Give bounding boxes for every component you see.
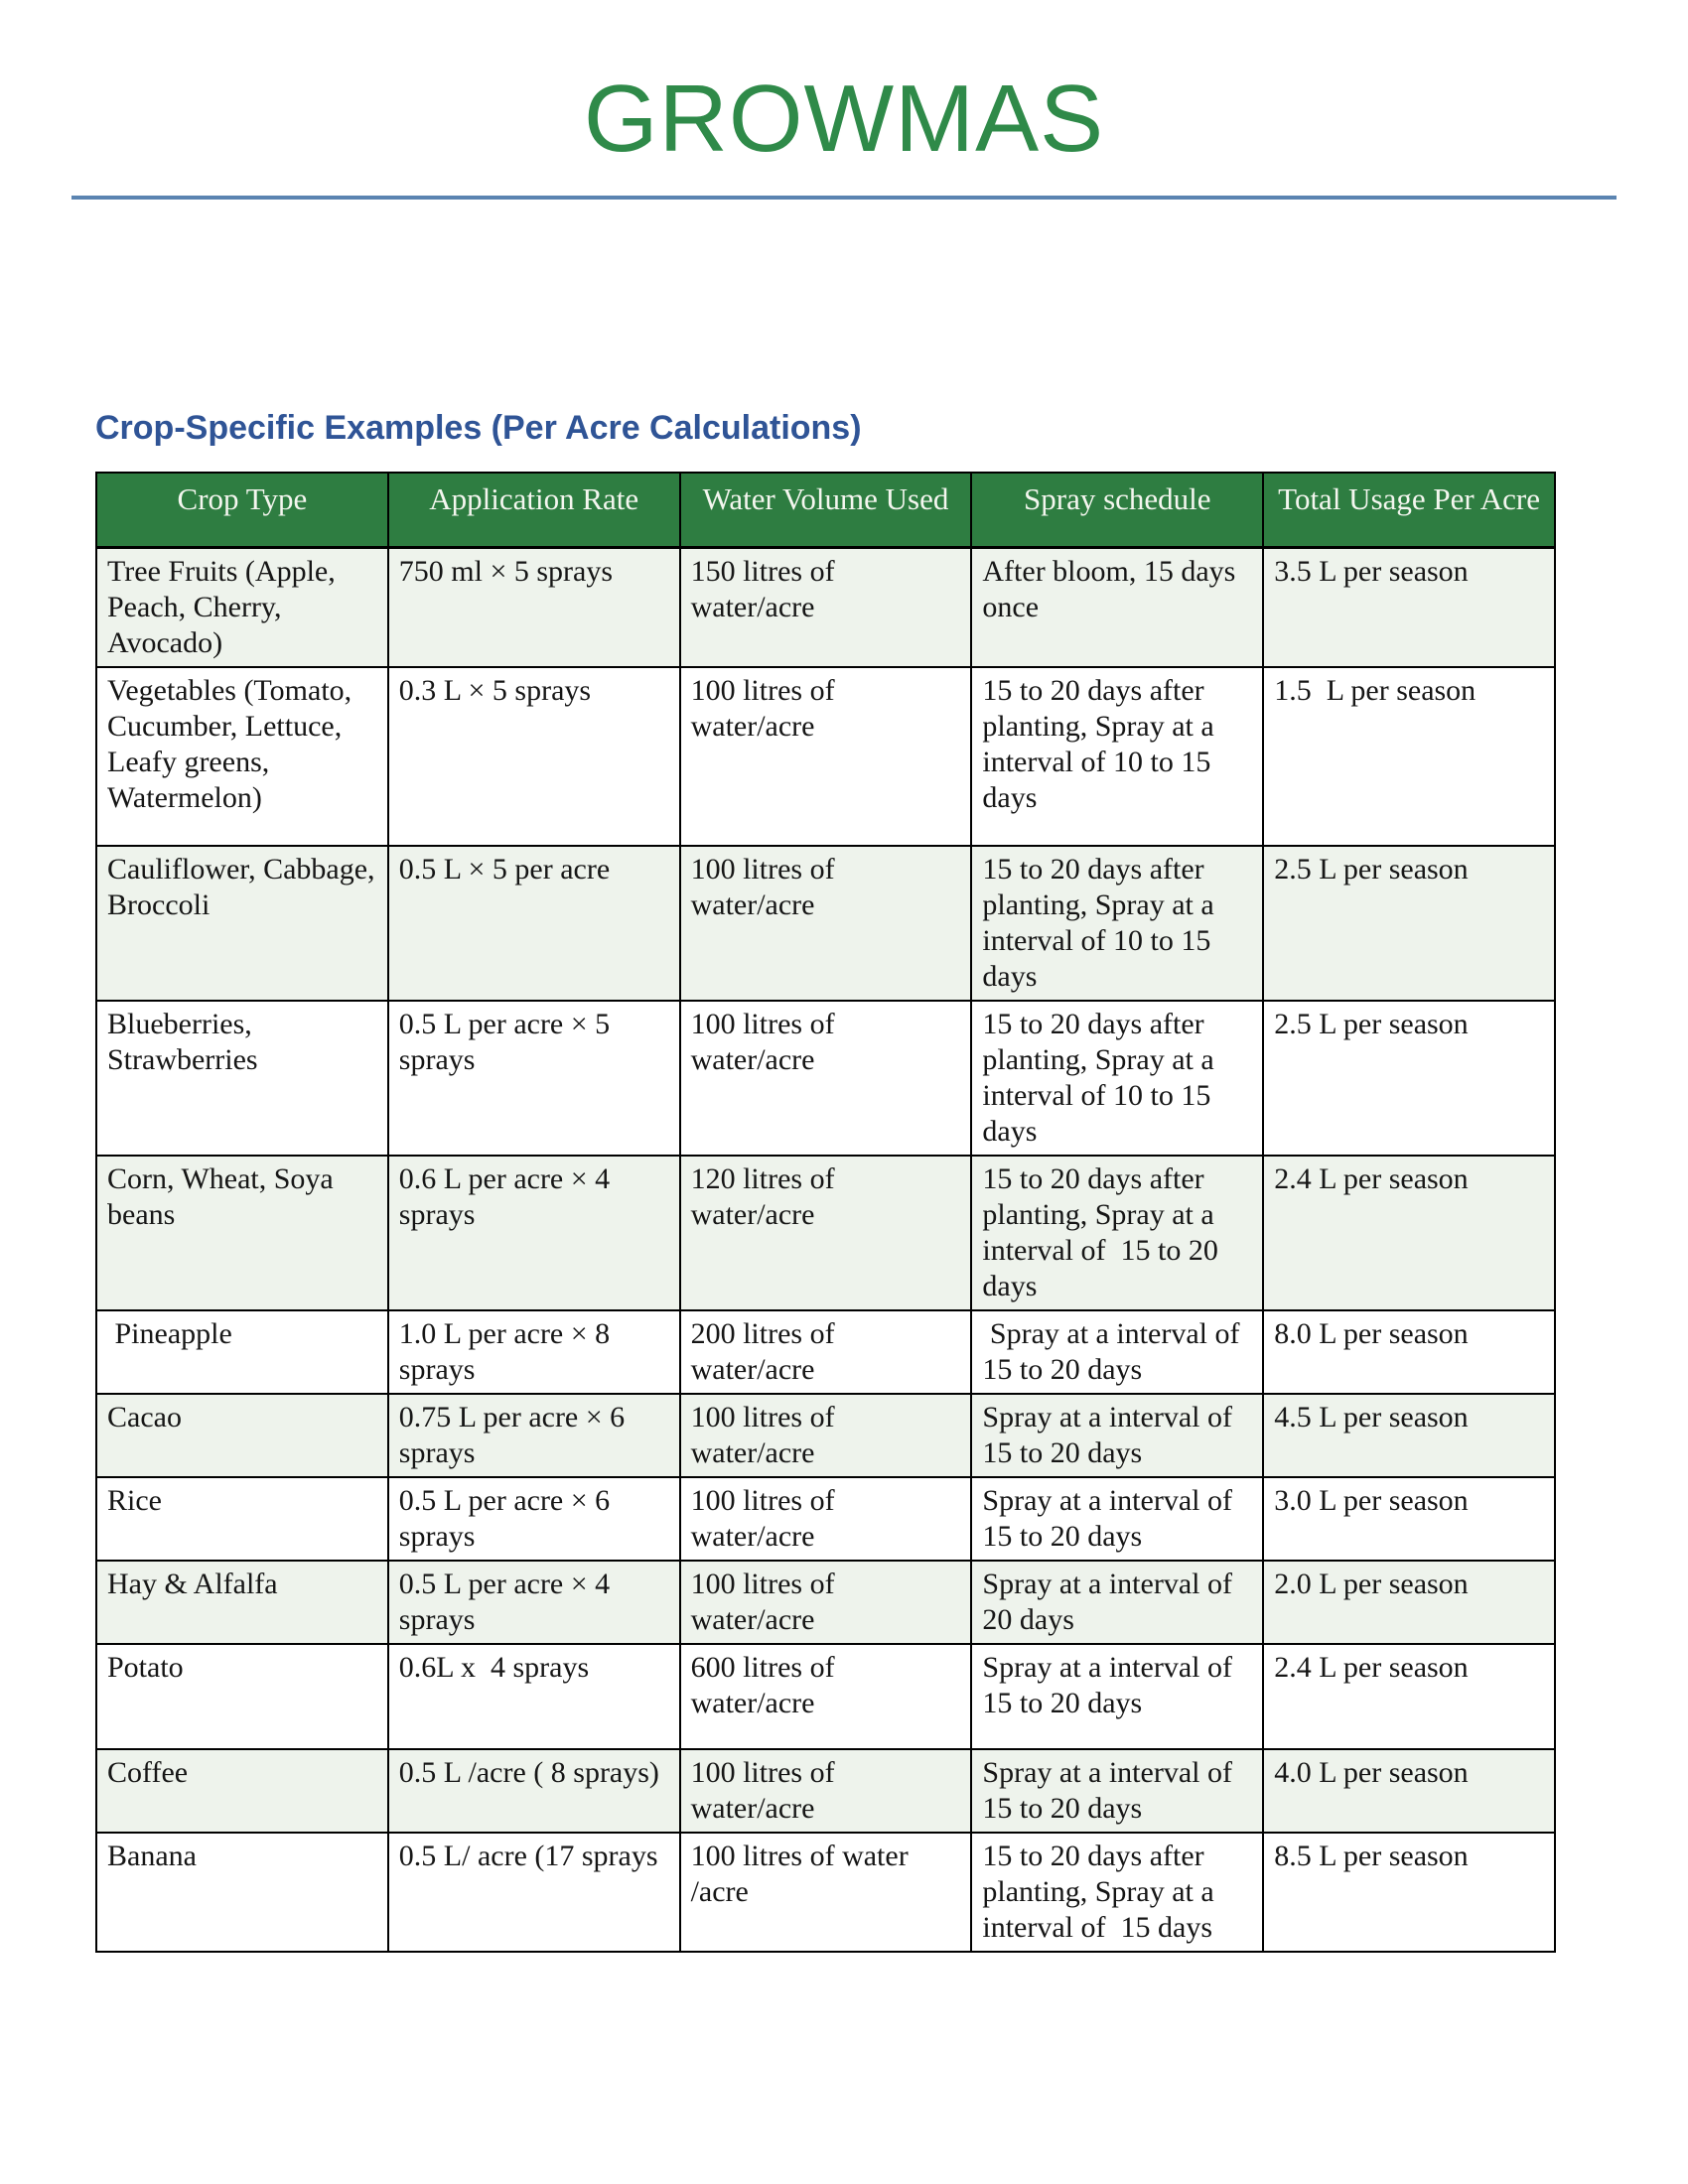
table-cell-crop: Potato	[96, 1644, 388, 1749]
table-header	[96, 473, 1555, 547]
table-cell-rate: 0.5 L per acre × 5 sprays	[388, 1001, 680, 1156]
table-row	[96, 1310, 1555, 1394]
table-cell-schedule: 15 to 20 days after planting, Spray at a interval of 15 days	[971, 1833, 1263, 1952]
table-cell-schedule: Spray at a interval of 15 to 20 days	[971, 1749, 1263, 1833]
table-cell-crop: Vegetables (Tomato, Cucumber, Lettuce, Leafy greens, Watermelon)	[96, 667, 388, 846]
table-cell-water: 100 litres of water/acre	[680, 846, 972, 1001]
table-cell-crop: Banana	[96, 1833, 388, 1952]
table-cell-crop: Cauliflower, Cabbage, Broccoli	[96, 846, 388, 1001]
section-heading: Crop-Specific Examples (Per Acre Calculations)	[95, 409, 862, 447]
table-row	[96, 1749, 1555, 1833]
table-row	[96, 1394, 1555, 1477]
table-cell-water: 100 litres of water/acre	[680, 1749, 972, 1833]
table-cell-total: 2.5 L per season	[1263, 846, 1555, 1001]
table-cell-water: 150 litres of water/acre	[680, 547, 972, 667]
table-cell-rate: 0.75 L per acre × 6 sprays	[388, 1394, 680, 1477]
table-cell-schedule: Spray at a interval of 15 to 20 days	[971, 1644, 1263, 1749]
table-cell-schedule: 15 to 20 days after planting, Spray at a interval of 10 to 15 days	[971, 667, 1263, 846]
table-cell-total: 8.0 L per season	[1263, 1310, 1555, 1394]
table-cell-crop: Corn, Wheat, Soya beans	[96, 1156, 388, 1310]
table-cell-water: 100 litres of water/acre	[680, 1001, 972, 1156]
table-cell-schedule: Spray at a interval of 20 days	[971, 1561, 1263, 1644]
table-cell-total: 4.0 L per season	[1263, 1749, 1555, 1833]
column-header-spray-schedule: Spray schedule	[971, 473, 1263, 547]
table-cell-total: 3.5 L per season	[1263, 547, 1555, 667]
column-header-water-volume: Water Volume Used	[680, 473, 972, 547]
table-cell-rate: 1.0 L per acre × 8 sprays	[388, 1310, 680, 1394]
table-header-row	[96, 473, 1555, 547]
table-cell-crop: Rice	[96, 1477, 388, 1561]
table-cell-schedule: Spray at a interval of 15 to 20 days	[971, 1310, 1263, 1394]
title-divider-rule	[71, 196, 1617, 200]
table-cell-total: 2.5 L per season	[1263, 1001, 1555, 1156]
table-row	[96, 1561, 1555, 1644]
table-cell-total: 4.5 L per season	[1263, 1394, 1555, 1477]
table-row	[96, 846, 1555, 1001]
table-cell-water: 120 litres of water/acre	[680, 1156, 972, 1310]
table-cell-total: 3.0 L per season	[1263, 1477, 1555, 1561]
table-cell-water: 200 litres of water/acre	[680, 1310, 972, 1394]
table-row	[96, 1001, 1555, 1156]
table-cell-total: 2.0 L per season	[1263, 1561, 1555, 1644]
table-cell-rate: 0.5 L /acre ( 8 sprays)	[388, 1749, 680, 1833]
table-row	[96, 1156, 1555, 1310]
table-cell-schedule: 15 to 20 days after planting, Spray at a interval of 10 to 15 days	[971, 846, 1263, 1001]
table-cell-crop: Blueberries, Strawberries	[96, 1001, 388, 1156]
table-cell-crop: Pineapple	[96, 1310, 388, 1394]
table-row	[96, 547, 1555, 667]
table-cell-rate: 0.5 L/ acre (17 sprays	[388, 1833, 680, 1952]
table-cell-schedule: 15 to 20 days after planting, Spray at a interval of 15 to 20 days	[971, 1156, 1263, 1310]
table-cell-water: 100 litres of water/acre	[680, 1394, 972, 1477]
table-cell-rate: 0.5 L per acre × 4 sprays	[388, 1561, 680, 1644]
table-cell-rate: 0.5 L × 5 per acre	[388, 846, 680, 1001]
table-row	[96, 1644, 1555, 1749]
table-cell-water: 100 litres of water /acre	[680, 1833, 972, 1952]
table-cell-total: 2.4 L per season	[1263, 1156, 1555, 1310]
table-cell-schedule: Spray at a interval of 15 to 20 days	[971, 1394, 1263, 1477]
table-cell-crop: Cacao	[96, 1394, 388, 1477]
page-title: GROWMAS	[583, 66, 1105, 172]
table-cell-water: 100 litres of water/acre	[680, 667, 972, 846]
table-cell-crop: Coffee	[96, 1749, 388, 1833]
table-cell-rate: 0.5 L per acre × 6 sprays	[388, 1477, 680, 1561]
table-row	[96, 667, 1555, 846]
column-header-application-rate: Application Rate	[388, 473, 680, 547]
table-row	[96, 1477, 1555, 1561]
table-row	[96, 1833, 1555, 1952]
table-cell-total: 2.4 L per season	[1263, 1644, 1555, 1749]
table-cell-water: 600 litres of water/acre	[680, 1644, 972, 1749]
table-cell-rate: 0.3 L × 5 sprays	[388, 667, 680, 846]
column-header-total-usage: Total Usage Per Acre	[1263, 473, 1555, 547]
table-cell-schedule: 15 to 20 days after planting, Spray at a interval of 10 to 15 days	[971, 1001, 1263, 1156]
crop-examples-table	[95, 472, 1556, 1953]
table-cell-rate: 750 ml × 5 sprays	[388, 547, 680, 667]
table-cell-schedule: After bloom, 15 days once	[971, 547, 1263, 667]
table-cell-rate: 0.6 L per acre × 4 sprays	[388, 1156, 680, 1310]
table-cell-total: 1.5 L per season	[1263, 667, 1555, 846]
table-body	[96, 547, 1555, 1952]
table-cell-water: 100 litres of water/acre	[680, 1561, 972, 1644]
table-cell-total: 8.5 L per season	[1263, 1833, 1555, 1952]
table-cell-water: 100 litres of water/acre	[680, 1477, 972, 1561]
table-cell-crop: Hay & Alfalfa	[96, 1561, 388, 1644]
column-header-crop-type: Crop Type	[96, 473, 388, 547]
table-cell-crop: Tree Fruits (Apple, Peach, Cherry, Avocado)	[96, 547, 388, 667]
table-cell-rate: 0.6L x 4 sprays	[388, 1644, 680, 1749]
table-cell-schedule: Spray at a interval of 15 to 20 days	[971, 1477, 1263, 1561]
